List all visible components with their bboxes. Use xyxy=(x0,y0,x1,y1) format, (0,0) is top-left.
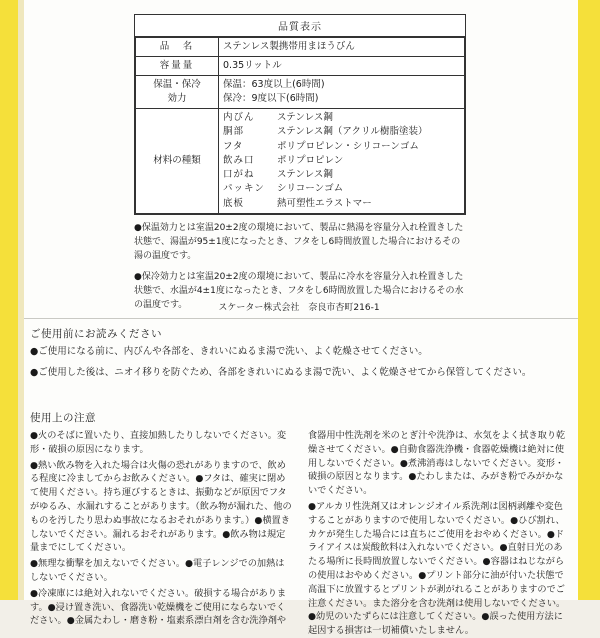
cautions-columns xyxy=(30,429,570,638)
table-row xyxy=(136,56,465,75)
material-part: 口がね xyxy=(223,169,255,181)
quality-table xyxy=(134,14,466,215)
material-row xyxy=(223,154,460,168)
material-part: 飲み口 xyxy=(223,154,255,166)
row-value-materials xyxy=(219,109,465,214)
material-name: シリコーンゴム xyxy=(277,183,344,195)
before-use-item: ●ご使用した後は、ニオイ移りを防ぐため、各部をきれいにぬるま湯で洗い、よく乾燥させてから保管してください。 xyxy=(30,366,532,378)
quality-table-title: 品質表示 xyxy=(135,15,465,37)
table-row xyxy=(136,75,465,109)
note-hot: ●保温効力とは室温20±2度の環境において、製品に熱湯を容量分入れ栓置きした状態で、湯温が95±1度になったとき、フタをし6時間放置した場合におけるその湯の温度です。 xyxy=(134,223,464,261)
row-label-product-name: 品 名 xyxy=(136,38,219,57)
retention-label-line2: 効力 xyxy=(167,92,187,104)
material-row xyxy=(223,197,460,211)
material-name: ステンレス鋼 xyxy=(277,112,333,124)
material-name: ステンレス鋼 xyxy=(277,169,333,181)
row-label-capacity: 容量量 xyxy=(136,56,219,75)
caution-item: ●アルカリ性洗剤又はオレンジオイル系洗剤は図柄剥離や変色することがありますので使用しないでください。●ひび割れ、カケが発生した場合には直ちにご使用をおやめください。●ドライアイスは炭酸飲料は入れないでください。●直射日光のあたる場所に長時間放置しないでください。●容器はねじながらの使用はおやめください。●プリント部分に油が付いた状態で高温下に放置するとプリントが剥がれることがありますのでご注意ください。また溶分を含む洗剤は使用しないでください。●幼児のいたずらには注意してください。●誤った使用方法に起因する損害は一切補償いたしません。 xyxy=(308,500,566,637)
material-name: ポリプロピレン・シリコーンゴム xyxy=(277,140,419,152)
note-cold: ●保冷効力とは室温20±2度の環境において、製品に冷水を容量分入れ栓置きした状態で、水温が4±1度になったとき、フタをし6時間放置した場合におけるその水の温度です。 xyxy=(134,271,464,310)
row-value-capacity: 0.35リットル xyxy=(219,56,465,75)
before-use-item: ●ご使用になる前に、内びんや各部を、きれいにぬるま湯で洗い、よく乾燥させてください。 xyxy=(30,346,428,357)
material-row xyxy=(223,182,460,196)
caution-item: ●熱い飲み物を入れた場合は火傷の恐れがありますので、飲める程度に冷ましてからお飲みください。●フタは、確実に閉めて使用ください。持ち運びするときは、振動などが原因でフタがゆるみ、水漏れすることがあります。（飲み物が漏れた、他のものを汚したり思わぬ事故になるおそれがあります。）●横置きしないでください。漏れるおそれがあります。●飲み物は規定量までにしてください。 xyxy=(30,459,292,554)
row-value-retention xyxy=(219,75,465,109)
before-use-heading: ご使用前にお読みください xyxy=(30,328,162,340)
retention-label-line1: 保温・保冷 xyxy=(153,79,201,91)
table-row xyxy=(136,109,465,214)
caution-item: ●無理な衝撃を加えないでください。●電子レンジでの加熱はしないでください。 xyxy=(30,558,285,583)
caution-item: ●冷凍庫には絶対入れないでください。破損する場合があります。●浸け置き洗い、食器洗い乾燥機をご使用にならないでください。●金属たわし・磨き粉・塩素系漂白剤を含む洗浄剤や食器用中性洗剤を米のとぎ汁や洗浄は、水気をよく拭き取り乾燥させてください。●自動食器洗浄機・食器乾燥機は絶対に使用しないでください。●煮沸消毒はしないでください。変形・破損の原因となります。●たわしまたは、みがき粉でみがかないでください。 xyxy=(30,430,566,627)
row-label-retention xyxy=(136,75,219,109)
package-edge-left xyxy=(0,0,18,600)
row-value-product-name: ステンレス製携帯用まほうびん xyxy=(219,38,465,57)
caution-item: ●火のそばに置いたり、直接加熱したりしないでください。変形・破損の原因になります。 xyxy=(30,430,287,455)
material-part: パッキン xyxy=(223,183,265,195)
cautions-section xyxy=(30,410,570,638)
material-row xyxy=(223,125,460,139)
package-edge-right xyxy=(578,0,600,600)
material-row xyxy=(223,140,460,154)
material-row xyxy=(223,111,460,125)
table-row xyxy=(136,38,465,57)
material-part: 胴部 xyxy=(223,126,245,138)
row-label-materials: 材料の種類 xyxy=(136,109,219,214)
material-part: フタ xyxy=(223,140,244,152)
retention-cold: 保冷：9度以下(6時間) xyxy=(223,92,319,104)
divider-top xyxy=(24,318,578,319)
before-use-section xyxy=(30,326,570,386)
material-row xyxy=(223,168,460,182)
maker-info: スケーター株式会社 奈良市杏町216-1 xyxy=(218,303,380,313)
material-part: 底板 xyxy=(223,197,245,209)
material-name: ステンレス鋼（アクリル樹脂塗装） xyxy=(277,126,428,138)
material-name: ポリプロピレン xyxy=(277,154,344,166)
retention-hot: 保温：63度以上(6時間) xyxy=(223,78,325,90)
material-name: 熱可塑性エラストマー xyxy=(277,197,372,209)
material-part: 内びん xyxy=(223,112,255,124)
cautions-heading: 使用上の注意 xyxy=(30,412,96,424)
